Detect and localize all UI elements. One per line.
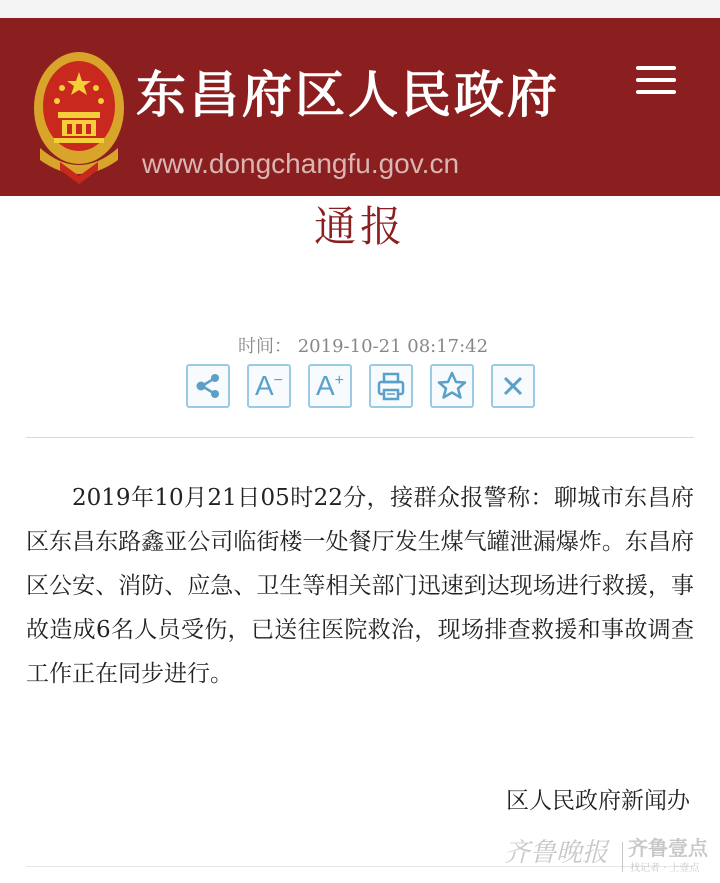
print-icon (371, 366, 411, 406)
font-increase-letter: A (315, 370, 335, 401)
close-button[interactable] (491, 364, 535, 408)
time-label: 时间： (238, 336, 292, 357)
font-decrease-button[interactable] (247, 364, 291, 408)
article-signature: 区人民政府新闻办 (506, 788, 690, 814)
favorite-button[interactable] (430, 364, 474, 408)
font-increase-icon (310, 366, 350, 406)
watermark-separator (622, 842, 623, 872)
menu-bar (636, 66, 676, 70)
menu-bar (636, 90, 676, 94)
menu-bar (636, 78, 676, 82)
close-icon (493, 366, 533, 406)
watermark-paper-name: 齐鲁晚报 (504, 838, 609, 868)
star-icon (432, 366, 472, 406)
font-increase-button[interactable] (308, 364, 352, 408)
watermark (504, 838, 716, 880)
status-strip (0, 0, 720, 18)
font-decrease-icon (249, 366, 289, 406)
site-url[interactable]: www.dongchangfu.gov.cn (142, 148, 460, 179)
article-body: 2019年10月21日05时22分，接群众报警称：聊城市东昌府区东昌东路鑫亚公司临街楼一处餐厅发生煤气罐泄漏爆炸。东昌府区公安、消防、应急、卫生等相关部门迅速到达现场进行救援，事故造成6名人员受伤，已送往医院救治，现场排查救援和事故调查工作正在同步进行。 (26, 485, 694, 687)
share-button[interactable] (186, 364, 230, 408)
font-increase-sign: + (334, 372, 345, 389)
watermark-slogan: 找记者 · 上壹点 (630, 863, 700, 874)
divider (26, 437, 694, 438)
time-value: 2019-10-21 08:17:42 (297, 336, 489, 357)
national-emblem-icon (30, 48, 128, 188)
print-button[interactable] (369, 364, 413, 408)
publish-time (238, 338, 488, 356)
font-decrease-letter: A (254, 370, 274, 401)
share-icon (188, 366, 228, 406)
site-name[interactable]: 东昌府区人民政府 (136, 66, 560, 124)
site-header (0, 18, 720, 196)
font-decrease-sign: − (273, 372, 284, 389)
watermark-brand: 齐鲁壹点 (628, 836, 708, 860)
article-title: 通报 (313, 202, 406, 251)
hamburger-menu-icon[interactable] (630, 62, 684, 102)
